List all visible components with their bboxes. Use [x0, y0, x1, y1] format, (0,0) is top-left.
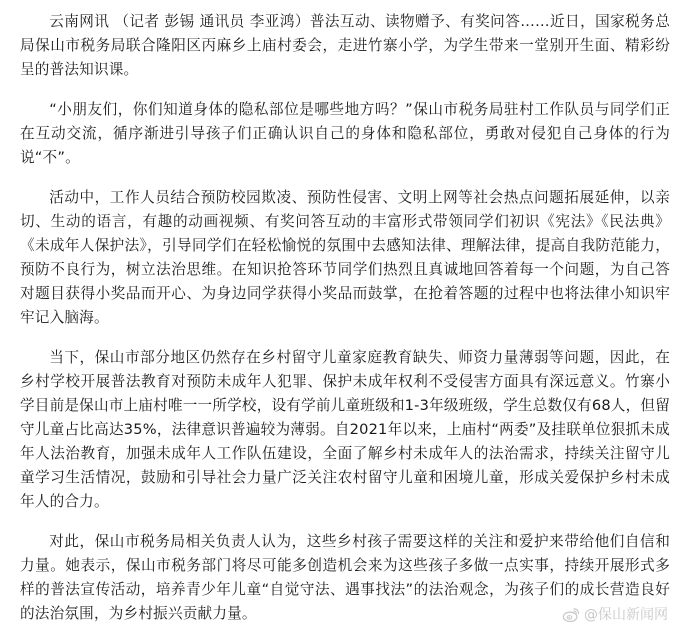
weibo-logo-icon [562, 606, 580, 624]
paragraph-activity: 活动中，工作人员结合预防校园欺凌、预防性侵害、文明上网等社会热点问题拓展延伸，以亲切、生动的语言，有趣的动画视频、有奖问答互动的丰富形式带领同学们初识《宪法》《民法典》《未成年人保护法》，引导同学们在轻松愉悦的氛围中去感知法律、理解法律，提高自我防范能力，预防不良行为，树立法治思维。在知识抢答环节同学们热烈且真诚地回答着每一个问题，为自己答对题目获得小奖品而开心、为身边同学获得小奖品而鼓掌，在抢着答题的过程中也将法律小知识牢牢记入脑海。 [20, 189, 670, 326]
paragraph-intro: 云南网讯 （记者 彭锡 通讯员 李亚鸿）普法互动、读物赠予、有奖问答……近日，国家税务总局保山市税务局联合隆阳区丙麻乡上庙村委会，走进竹寨小学，为学生带来一堂别开生面、精彩纷呈的普法知识课。 [20, 13, 670, 78]
paragraph-quote: “小朋友们，你们知道身体的隐私部位是哪些地方吗？”保山市税务局驻村工作队员与同学们正在互动交流，循序渐进引导孩子们正确认识自己的身体和隐私部位，勇敢对侵犯自己身体的行为说“不”。 [20, 101, 670, 166]
article-body [20, 10, 670, 626]
paragraph-conclusion: 对此，保山市税务局相关负责人认为，这些乡村孩子需要这样的关注和爱护来带给他们自信和力量。她表示，保山市税务部门将尽可能多创造机会来为这些孩子多做一点实事，持续开展形式多样的普法宣传活动，培养青少年儿童“自觉守法、遇事找法”的法治观念，为孩子们的成长营造良好的法治氛围，为乡村振兴贡献力量。 [20, 533, 670, 622]
watermark-text: @保山新闻网 [584, 607, 668, 623]
paragraph-background: 当下，保山市部分地区仍然存在乡村留守儿童家庭教育缺失、师资力量薄弱等问题，因此，在乡村学校开展普法教育对预防未成年人犯罪、保护未成年权利不受侵害方面具有深远意义。竹寨小学目前是保山市上庙村唯一一所学校，设有学前儿童班级和1-3年级班级，学生总数仅有68人，但留守儿童占比高达35%，法律意识普遍较为薄弱。自2021年以来，上庙村“两委”及挂联单位狠抓未成年人法治教育，加强未成年人工作队伍建设，全面了解乡村未成年人的法治需求，持续关注留守儿童学习生活情况，鼓励和引导社会力量广泛关注农村留守儿童和困境儿童，形成关爱保护乡村未成年人的合力。 [20, 349, 670, 510]
watermark [562, 606, 668, 624]
